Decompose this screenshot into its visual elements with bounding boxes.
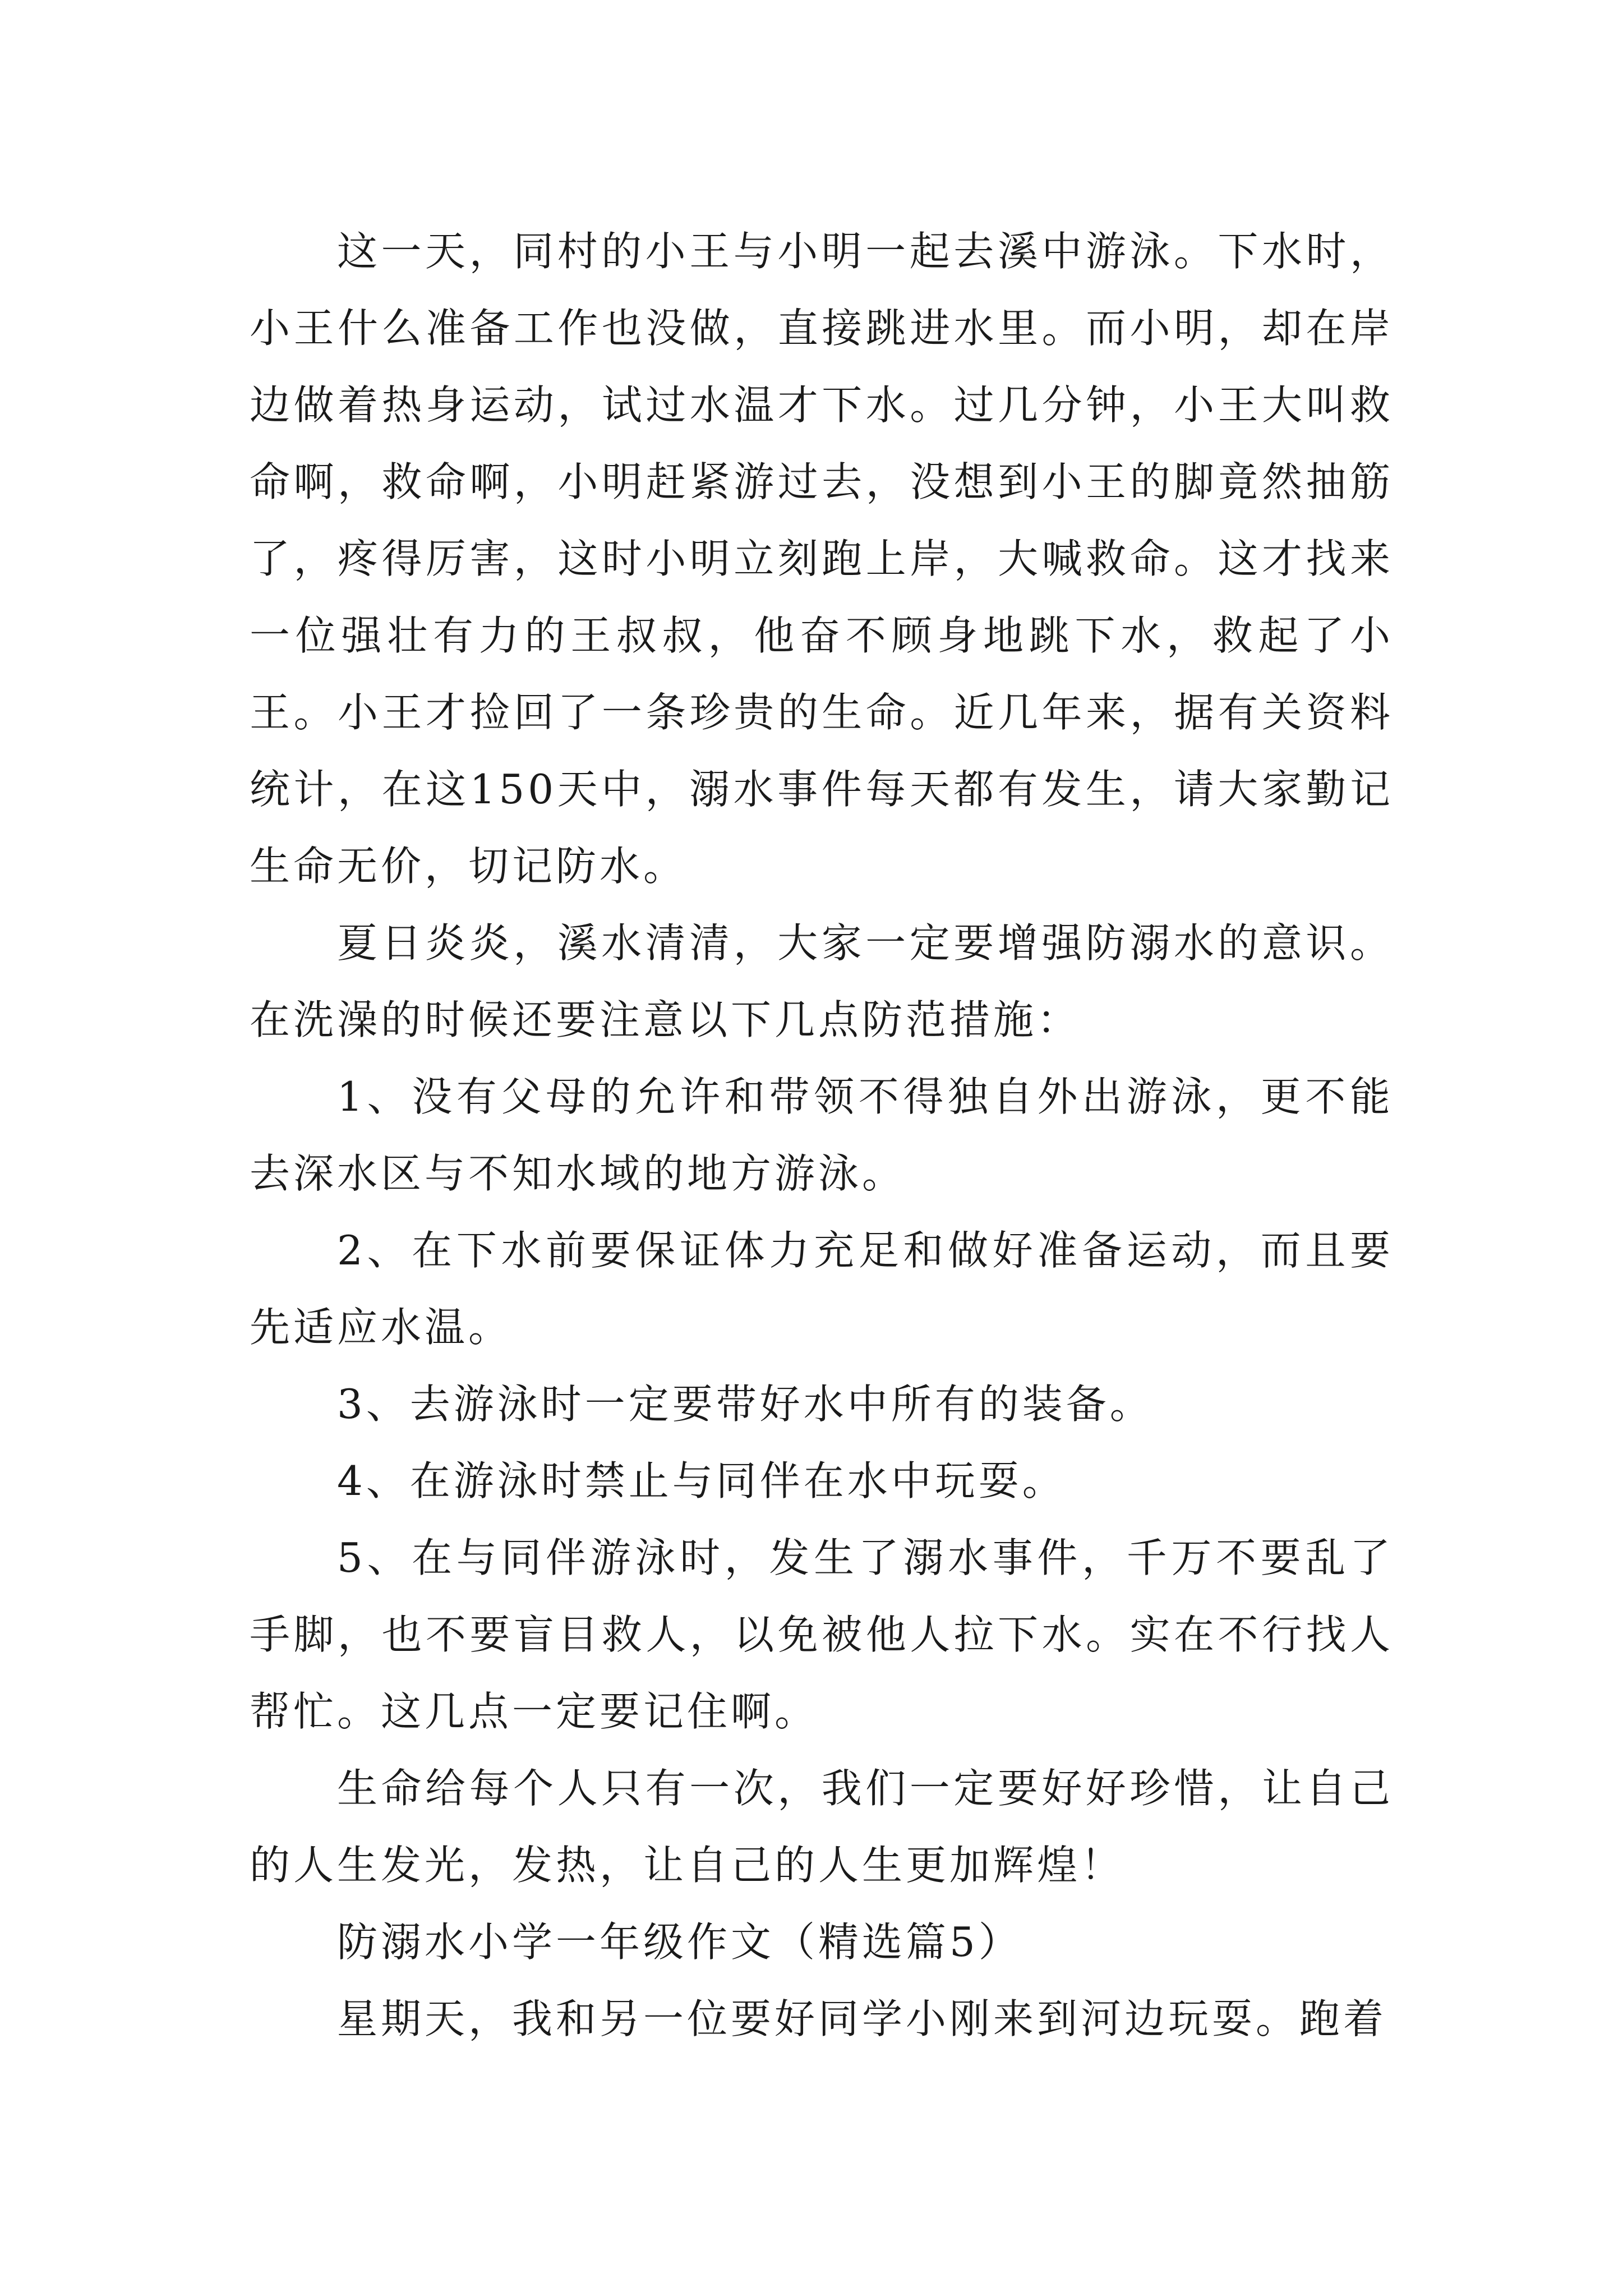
paragraph-story-intro: 这一天，同村的小王与小明一起去溪中游泳。下水时，小王什么准备工作也没做，直接跳进水里。而小明，却在岸边做着热身运动，试过水温才下水。过几分钟，小王大叫救命啊，救命啊，小明赶紧游过去，没想到小王的脚竟然抽筋了，疼得厉害，这时小明立刻跑上岸，大喊救命。这才找来一位强壮有力的王叔叔，他奋不顾身地跳下水，救起了小王。小王才捡回了一条珍贵的生命。近几年来，据有关资料统计，在这150天中，溺水事件每天都有发生，请大家勤记生命无价，切记防水。 <box>250 228 1394 890</box>
list-item-rule-4: 4、在游泳时禁止与同伴在水中玩耍。 <box>337 1457 1066 1504</box>
section-heading: 防溺水小学一年级作文（精选篇5） <box>337 1918 1022 1966</box>
paragraph-conclusion: 生命给每个人只有一次，我们一定要好好珍惜，让自己的人生发光，发热，让自己的人生更加辉煌！ <box>250 1765 1394 1889</box>
list-item-rule-5: 5、在与同伴游泳时，发生了溺水事件，千万不要乱了手脚，也不要盲目救人，以免被他人拉下水。实在不行找人帮忙。这几点一定要记住啊。 <box>250 1534 1394 1735</box>
list-item-rule-2: 2、在下水前要保证体力充足和做好准备运动，而且要先适应水温。 <box>250 1227 1394 1351</box>
paragraph-story-start: 星期天，我和另一位要好同学小刚来到河边玩耍。跑着 <box>337 1995 1387 2042</box>
list-item-rule-3: 3、去游泳时一定要带好水中所有的装备。 <box>337 1381 1154 1428</box>
document-body <box>250 213 1394 2058</box>
paragraph-safety-intro: 夏日炎炎，溪水清清，大家一定要增强防溺水的意识。在洗澡的时候还要注意以下几点防范措施： <box>250 919 1394 1043</box>
list-item-rule-1: 1、没有父母的允许和带领不得独自外出游泳，更不能去深水区与不知水域的地方游泳。 <box>250 1073 1394 1197</box>
